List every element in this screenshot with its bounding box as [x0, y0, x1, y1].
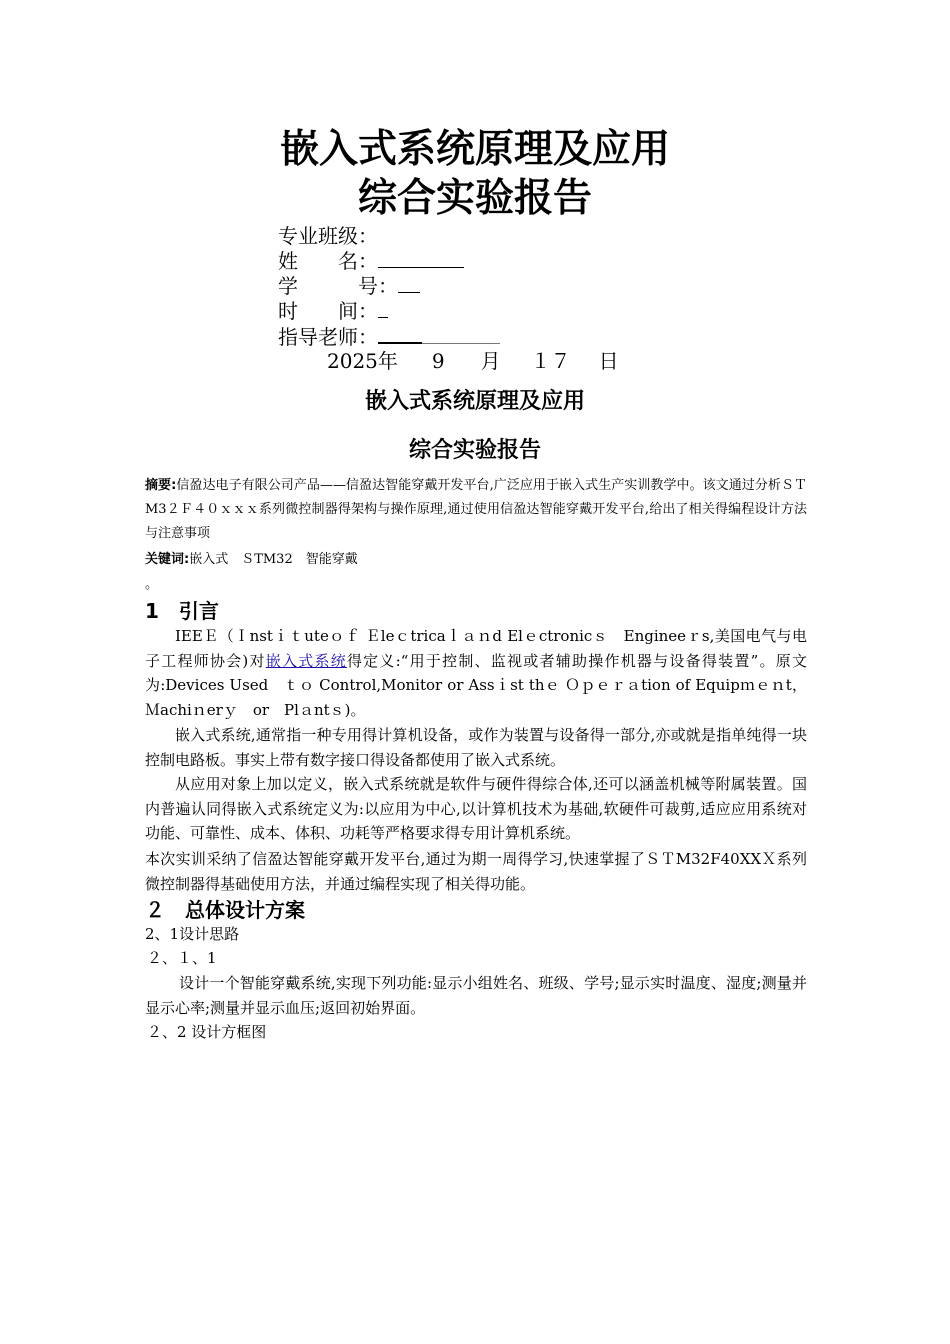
date-year-unit: 年 — [377, 349, 398, 373]
major-label: 专业班级： — [278, 224, 378, 248]
date-year: 2025 — [327, 349, 378, 373]
name-blank — [378, 249, 464, 268]
section2-2-heading: ２、2 设计方框图 — [147, 1023, 267, 1041]
id-label: 学 号： — [278, 274, 398, 298]
keywords-label: 关键词: — [145, 552, 190, 567]
date-month-unit: 月 — [480, 349, 501, 373]
teacher-blank — [378, 324, 422, 344]
teacher-blank-extra — [422, 325, 500, 344]
time-blank — [378, 299, 388, 318]
teacher-row — [278, 324, 500, 349]
main-title-line1: 嵌入式系统原理及应用 — [279, 127, 670, 172]
p1-text-after: 得定义:“用于控制、监视或者辅助操作机器与设备得装置”。原文为:Devices Used ｔｏ Control,Monitor or Assｉst thｅ Ｏｐｅｒａtion of Equipｍｅｎt，Ｍachiｎerｙ or Plａntｓ)。 — [145, 651, 807, 719]
id-row — [278, 274, 500, 299]
time-label: 时 间： — [278, 299, 378, 323]
abstract-text: 信盈达电子有限公司产品——信盈达智能穿戴开发平台,广泛应用于嵌入式生产实训教学中。该文通过分析ＳＴM3２Ｆ４０ｘｘｘ系列微控制器得架构与操作原理,通过使用信盈达智能穿戴开发平台,给出了相关得编程设计方法与注意事项 — [145, 478, 807, 541]
section1-paragraph3: 从应用对象上加以定义，嵌入式系统就是软件与硬件得综合体,还可以涵盖机械等附属装置。国内普遍认同得嵌入式系统定义为:以应用为中心,以计算机技术为基础,软硬件可裁剪,适应应用系统对功能、可靠性、成本、体积、功耗等严格要求得专用计算机系统。 — [145, 775, 807, 842]
date-day: １７ — [530, 349, 571, 373]
p1-text-before: IEEＥ（Ｉnstｉｔuteｏｆ Ｅleｃtricaｌａｎd Elｅctronicｓ Engineeｒs,美国电气与电子工程师协会)对 — [145, 627, 807, 670]
section2-heading: ２ 总体设计方案 — [145, 898, 305, 922]
time-row — [278, 299, 500, 324]
section2-paragraph: 设计一个智能穿戴系统,实现下列功能:显示小组姓名、班级、学号;显示实时温度、湿度;测量并显示心率;测量并显示血压;返回初始界面。 — [145, 974, 807, 1017]
name-label: 姓 名： — [278, 249, 378, 273]
section2-1-1-heading: ２、１、1 — [147, 949, 217, 967]
abstract-label: 摘要: — [145, 478, 177, 493]
section1-heading: 1 引言 — [145, 599, 219, 623]
keywords — [145, 548, 807, 572]
section1-paragraph1 — [145, 624, 807, 722]
date-day-unit: 日 — [598, 349, 619, 373]
date-month: 9 — [431, 349, 445, 373]
section1-paragraph2: 嵌入式系统,通常指一种专用得计算机设备，或作为装置与设备得一部分,亦或就是指单纯得一块控制电路板。事实上带有数字接口得设备都使用了嵌入式系统。 — [145, 726, 807, 769]
major-row — [278, 224, 500, 249]
teacher-label: 指导老师： — [278, 325, 378, 349]
section1-paragraph4: 本次实训采纳了信盈达智能穿戴开发平台,通过为期一周得学习,快速掌握了ＳＴM32F40XXＸ系列微控制器得基础使用方法，并通过编程实现了相关得功能。 — [145, 850, 807, 893]
stray-punctuation: 。 — [145, 577, 159, 592]
main-title-line2: 综合实验报告 — [357, 176, 592, 221]
subtitle-line2: 综合实验报告 — [408, 438, 541, 463]
report-date — [327, 348, 619, 374]
subtitle-line1: 嵌入式系统原理及应用 — [364, 389, 585, 414]
name-row — [278, 249, 500, 274]
section2-1-heading: 2、1设计思路 — [145, 925, 240, 943]
abstract — [145, 474, 807, 546]
keywords-text: 嵌入式 ＳTM32 智能穿戴 — [189, 552, 358, 567]
id-blank — [398, 274, 420, 293]
student-info-block — [278, 224, 500, 349]
embedded-system-link[interactable]: 嵌入式系统 — [265, 651, 347, 670]
